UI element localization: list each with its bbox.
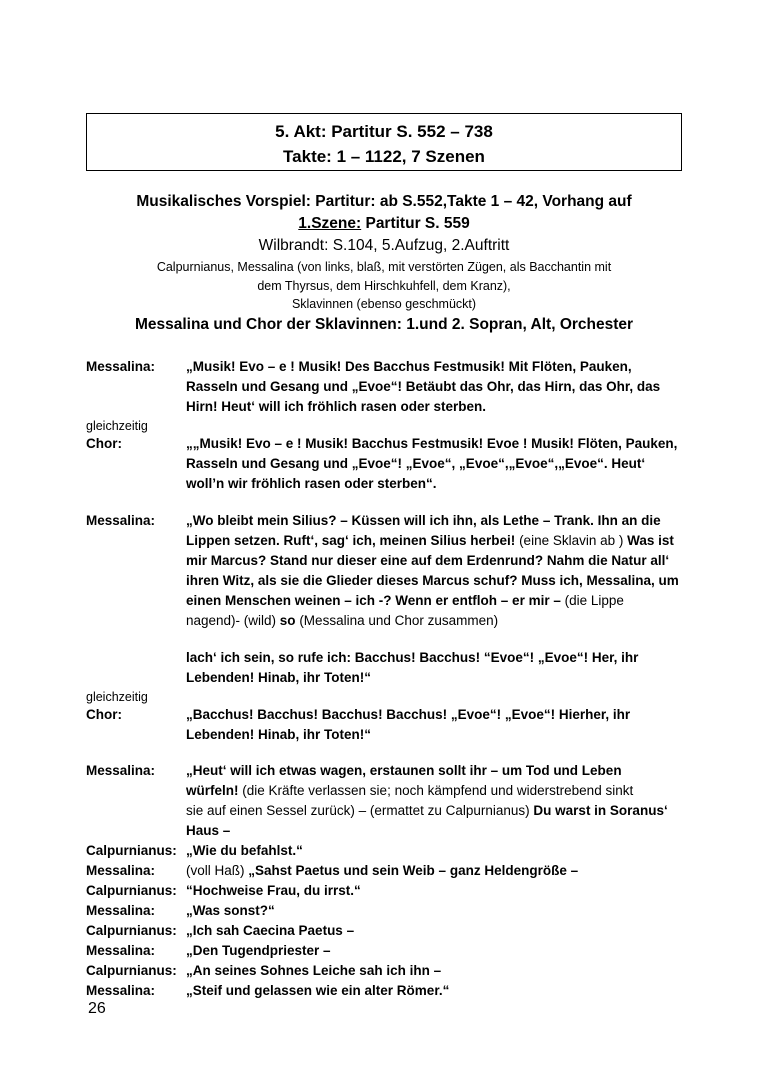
dialogue-line: „An seines Sohnes Leiche sah ich ihn –: [186, 963, 442, 978]
dialogue-line: “Hochweise Frau, du irrst.“: [186, 883, 361, 898]
dialogue-line: „Steif und gelassen wie ein alter Römer.“: [186, 983, 450, 998]
dialogue-line: [186, 861, 696, 881]
dialogue-line: „Musik! Evo – e ! Musik! Des Bacchus Festmusik! Mit Flöten, Pauken,: [186, 359, 632, 374]
dialogue-line: ihren Witz, als sie die Glieder dieses Marcus schuf? Muss ich, Messalina, um: [186, 573, 679, 588]
speaker-label: Messalina:: [86, 943, 156, 958]
dialogue-line: „„Musik! Evo – e ! Musik! Bacchus Festmusik! Evoe ! Musik! Flöten, Pauken,: [186, 436, 678, 451]
stage-direction: nagend)- (wild): [186, 613, 280, 628]
dialogue-line: „Den Tugendpriester –: [186, 943, 331, 958]
stage-direction: (die Kräfte verlassen sie; noch kämpfend und widerstrebend sinkt: [238, 783, 634, 798]
speaker-label: Messalina:: [86, 863, 156, 878]
dialogue-line: „Ich sah Caecina Paetus –: [186, 923, 355, 938]
scene-label: 1.Szene:: [298, 215, 362, 232]
stage-direction: (Messalina und Chor zusammen): [295, 613, 499, 628]
dialogue-line: lach‘ ich sein, so rufe ich: Bacchus! Bacchus! “Evoe“! „Evoe“! Her, ihr: [186, 650, 639, 665]
speaker-label: Calpurnianus:: [86, 923, 177, 938]
ensemble-line: Messalina und Chor der Sklavinnen: 1.und 2. Sopran, Alt, Orchester: [134, 316, 634, 333]
speaker-label: Messalina:: [86, 903, 156, 918]
dialogue-bold: Was ist: [627, 533, 674, 548]
dialogue-bold: einen Menschen weinen – ich -? Wenn er entfloh – er mir –: [186, 593, 561, 608]
stage-direction: sie auf einen Sessel zurück) – (ermattet zu Calpurnianus): [186, 803, 534, 818]
dialogue-line: Rasseln und Gesang und „Evoe“! „Evoe“, „Evoe“,„Evoe“,„Evoe“. Heut‘: [186, 456, 646, 471]
dialogue-bold: Lippen setzen. Ruft‘, sag‘ ich, meinen Silius herbei!: [186, 533, 516, 548]
cast-line-1: Calpurnianus, Messalina (von links, blaß, mit verstörten Zügen, als Bacchantin mit: [156, 260, 612, 274]
dialogue-bold: würfeln!: [186, 783, 239, 798]
prelude-line: Musikalisches Vorspiel: Partitur: ab S.552,Takte 1 – 42, Vorhang auf: [136, 193, 632, 210]
speaker-label: Messalina:: [86, 983, 156, 998]
dialogue-line: [186, 781, 696, 801]
cast-line-2: dem Thyrsus, dem Hirschkuhfell, dem Kranz),: [257, 279, 511, 293]
dialogue-line: [186, 531, 696, 551]
dialogue-line: Lebenden! Hinab, ihr Toten!“: [186, 670, 371, 685]
dialogue-line: [186, 611, 696, 631]
dialogue-bold: Du warst in Soranus‘: [533, 803, 668, 818]
act-measures: Takte: 1 – 1122, 7 Szenen: [283, 147, 485, 166]
speaker-label: Messalina:: [86, 359, 156, 374]
speaker-label: Chor:: [86, 436, 122, 451]
wilbrandt-ref: Wilbrandt: S.104, 5.Aufzug, 2.Auftritt: [258, 237, 510, 254]
dialogue-line: „Wo bleibt mein Silius? – Küssen will ich ihn, als Lethe – Trank. Ihn an die: [186, 513, 661, 528]
dialogue-line: mir Marcus? Stand nur dieser eine auf dem Erdenrund? Nahm die Natur all‘: [186, 553, 670, 568]
act-title-box: [86, 113, 682, 171]
dialogue-line: [186, 801, 696, 821]
cast-line-3: Sklavinnen (ebenso geschmückt): [291, 297, 477, 311]
speaker-label: Calpurnianus:: [86, 883, 177, 898]
dialogue-bold: so: [279, 613, 296, 628]
dialogue-line: Haus –: [186, 823, 231, 838]
scene-score-ref: Partitur S. 559: [361, 215, 470, 232]
dialogue-line: „Heut‘ will ich etwas wagen, erstaunen sollt ihr – um Tod und Leben: [186, 763, 622, 778]
dialogue-line: Rasseln und Gesang und „Evoe“! Betäubt das Ohr, das Hirn, das Ohr, das: [186, 379, 661, 394]
dialogue-line: woll’n wir fröhlich rasen oder sterben“.: [186, 476, 437, 491]
speaker-label: Calpurnianus:: [86, 843, 177, 858]
act-title: 5. Akt: Partitur S. 552 – 738: [275, 122, 493, 141]
dialogue-line: [186, 591, 696, 611]
dialogue-bold: „Sahst Paetus und sein Weib – ganz Heldengröße –: [248, 863, 579, 878]
stage-direction: (voll Haß): [186, 863, 249, 878]
dialogue-line: „Bacchus! Bacchus! Bacchus! Bacchus! „Evoe“! „Evoe“! Hierher, ihr: [186, 707, 631, 722]
dialogue-line: „Was sonst?“: [186, 903, 275, 918]
simultaneous-note: gleichzeitig: [86, 690, 148, 704]
dialogue-line: Hirn! Heut‘ will ich fröhlich rasen oder sterben.: [186, 399, 487, 414]
dialogue-line: „Wie du befahlst.“: [186, 843, 303, 858]
speaker-label: Chor:: [86, 707, 122, 722]
page-number: 26: [88, 1000, 106, 1017]
simultaneous-note: gleichzeitig: [86, 419, 148, 433]
speaker-label: Messalina:: [86, 763, 156, 778]
speaker-label: Messalina:: [86, 513, 156, 528]
dialogue-line: Lebenden! Hinab, ihr Toten!“: [186, 727, 371, 742]
stage-direction: (eine Sklavin ab ): [515, 533, 628, 548]
scene-heading: [86, 215, 682, 233]
speaker-label: Calpurnianus:: [86, 963, 177, 978]
stage-direction: (die Lippe: [560, 593, 624, 608]
